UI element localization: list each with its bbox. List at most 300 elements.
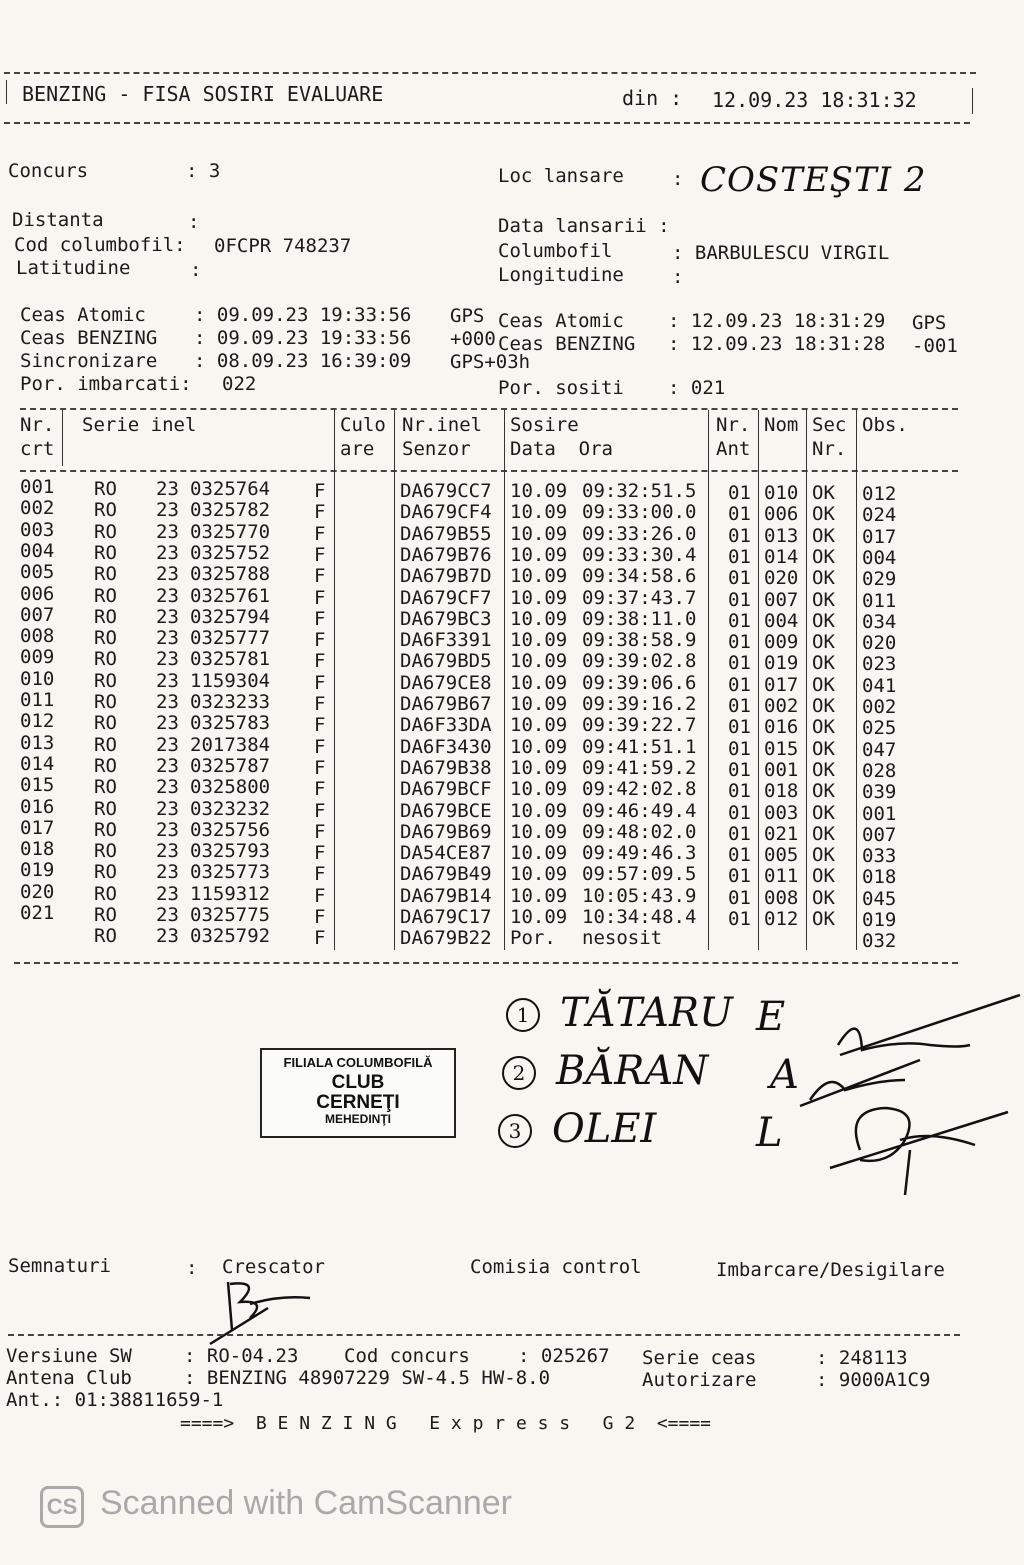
cell-time: 09:39:22.7 (582, 714, 697, 737)
header-culoare: Culo (340, 414, 386, 436)
cell-sex: F (314, 820, 326, 843)
cell-nr-crt: 020 (20, 880, 55, 903)
cell-obs: 039 (862, 781, 897, 804)
cell-ant: 01 (728, 865, 751, 888)
cell-sex: F (314, 543, 326, 566)
cell-sensor: DA679B38 (400, 756, 492, 779)
cell-ring: 0323233 (190, 691, 271, 713)
column-divider (504, 410, 505, 950)
distanta-label: Distanta (12, 209, 104, 231)
clock-left-value: 022 (222, 373, 257, 395)
cell-sensor: DA679BCE (400, 799, 492, 822)
cell-country: RO (94, 520, 117, 543)
cell-nom: 017 (764, 673, 799, 696)
cell-date: 10.09 (510, 884, 568, 907)
cell-ring: 0325764 (190, 478, 271, 500)
cell-country: RO (94, 925, 117, 948)
loc-lansare-sep: : (672, 168, 684, 190)
cell-sensor: DA6F3391 (400, 629, 492, 652)
cell-time: 09:41:59.2 (582, 756, 697, 779)
cell-time: 10:34:48.4 (582, 906, 697, 928)
cell-nr-crt: 004 (20, 539, 55, 562)
cell-obs: 032 (862, 930, 897, 953)
cell-date: 10.09 (510, 586, 568, 609)
cell-nom: 015 (764, 737, 799, 760)
cell-ant: 01 (728, 652, 751, 675)
cell-sensor: DA679C17 (400, 906, 492, 928)
autorizare-value: : 9000A1C9 (816, 1369, 931, 1391)
cell-year: 23 (156, 776, 179, 799)
cell-sensor: DA679B55 (400, 522, 492, 545)
cell-sec: OK (812, 886, 835, 909)
cell-year: 23 (156, 733, 179, 756)
cell-sec: OK (812, 822, 835, 845)
cell-time: 09:46:49.4 (582, 799, 697, 822)
cell-sex: F (314, 586, 326, 609)
cell-sec: OK (812, 801, 835, 824)
cell-year: 23 (156, 797, 179, 820)
cell-ring: 0325794 (190, 605, 271, 628)
cell-obs: 020 (862, 632, 897, 655)
latitudine-sep: : (190, 259, 202, 281)
cell-obs: 029 (862, 568, 897, 591)
cell-nom: 007 (764, 588, 799, 611)
header-date-value: 12.09.23 18:31:32 (712, 88, 917, 112)
autorizare-label: Autorizare (642, 1369, 757, 1391)
cell-sec: OK (812, 844, 835, 867)
cell-ring: 1159312 (190, 882, 271, 905)
cell-sec: OK (812, 567, 835, 590)
cell-sec: OK (812, 673, 835, 696)
ant-line: Ant.: 01:38811659-1 (6, 1389, 224, 1411)
cell-sensor: DA679CF4 (400, 501, 492, 524)
cell-date: 10.09 (510, 480, 568, 502)
cell-sec: OK (812, 631, 835, 654)
cell-sex: F (314, 778, 326, 801)
cell-ring: 0325800 (190, 776, 271, 799)
cell-country: RO (94, 563, 117, 586)
cell-sensor: DA679CE8 (400, 671, 492, 694)
cod-concurs-value: : 025267 (518, 1345, 610, 1367)
cell-time: 09:38:58.9 (582, 629, 697, 652)
clock-right-label: Ceas BENZING (498, 333, 636, 355)
cell-country: RO (94, 627, 117, 650)
cell-ring: 0325770 (190, 520, 271, 543)
handwritten-name: TĂTARU (560, 990, 733, 1036)
cell-country: RO (94, 904, 117, 926)
cell-ring: 0325782 (190, 499, 271, 522)
cell-date: 10.09 (510, 693, 568, 715)
cell-sec: OK (812, 908, 835, 930)
cell-sex: F (314, 863, 326, 886)
cell-date: 10.09 (510, 607, 568, 630)
cell-sex: F (314, 565, 326, 588)
cell-country: RO (94, 797, 117, 820)
cell-sensor: DA679BD5 (400, 650, 492, 673)
cell-nr-crt: 010 (20, 667, 55, 690)
cell-sensor: DA679B49 (400, 863, 492, 886)
cell-sensor: DA679B14 (400, 884, 492, 907)
cell-nom: 002 (764, 695, 799, 717)
cell-ant: 01 (728, 908, 751, 930)
cell-sensor: DA6F3430 (400, 735, 492, 758)
handwritten-number-circle: 3 (498, 1114, 532, 1148)
cell-country: RO (94, 605, 117, 628)
cell-obs: 017 (862, 525, 897, 548)
cell-nr-crt: 021 (20, 902, 55, 924)
header-nr-ant: Nr. (716, 414, 751, 436)
cell-sec: OK (812, 588, 835, 611)
cell-ring: 0325792 (190, 925, 271, 948)
cell-ring: 0325781 (190, 648, 271, 671)
cell-obs: 045 (862, 887, 897, 910)
cell-time: 09:33:30.4 (582, 543, 697, 566)
cell-ant: 01 (728, 758, 751, 781)
cell-sec: OK (812, 758, 835, 781)
clock-right-suffix: -001 (912, 335, 958, 357)
cell-obs: 011 (862, 589, 897, 612)
cell-sensor: DA679B67 (400, 693, 492, 715)
handwritten-initial: L (756, 1110, 783, 1156)
cell-sec: OK (812, 503, 835, 526)
antena-value: : BENZING 48907229 SW-4.5 HW-8.0 (184, 1367, 551, 1389)
column-divider (334, 410, 335, 950)
columbofil-value: : BARBULESCU VIRGIL (672, 242, 890, 264)
cell-country: RO (94, 882, 117, 905)
cell-country: RO (94, 861, 117, 884)
cell-obs: 023 (862, 653, 897, 676)
cell-country: RO (94, 478, 117, 500)
cell-year: 23 (156, 499, 179, 522)
cell-obs: 001 (862, 802, 897, 825)
cell-year: 23 (156, 627, 179, 650)
cell-obs: 047 (862, 738, 897, 761)
cell-ant: 01 (728, 780, 751, 803)
cell-nr-crt: 009 (20, 646, 55, 669)
cell-date: 10.09 (510, 565, 568, 588)
clock-right-value: : 12.09.23 18:31:29 (668, 310, 886, 332)
cell-ring: 0325787 (190, 754, 271, 777)
header-top-rule (4, 72, 976, 74)
cell-nr-crt: 008 (20, 625, 55, 648)
cell-nr-crt: 005 (20, 561, 55, 584)
cell-ring: 1159304 (190, 669, 271, 692)
cell-nom: 019 (764, 652, 799, 675)
clock-left-value: : 09.09.23 19:33:56 (194, 327, 412, 349)
cell-time: 09:38:11.0 (582, 607, 697, 630)
cell-year: 23 (156, 605, 179, 628)
cell-nom: 014 (764, 545, 799, 568)
express-line: ====> B E N Z I N G E x p r e s s G 2 <==== (180, 1413, 712, 1434)
cell-ring: 0325761 (190, 584, 271, 607)
cell-date: 10.09 (510, 714, 568, 737)
cell-ant: 01 (728, 588, 751, 611)
cell-sec: OK (812, 737, 835, 760)
cell-year: 23 (156, 904, 179, 926)
columbofil-label: Columbofil (498, 240, 613, 262)
header-sec: Sec (812, 414, 847, 436)
cell-date: 10.09 (510, 906, 568, 928)
cell-date: 10.09 (510, 671, 568, 694)
clock-left-label: Sincronizare (20, 350, 158, 372)
header-nr-inel: Nr.inel (402, 414, 483, 436)
cell-obs: 024 (862, 504, 897, 527)
cell-time: 09:33:26.0 (582, 522, 697, 545)
stamp-line-4: MEHEDINŢI (325, 1111, 391, 1126)
cell-sensor: DA54CE87 (400, 842, 492, 865)
header-nr-crt: Nr. (20, 414, 55, 436)
handwritten-initial: E (756, 994, 786, 1040)
cell-nom: 011 (764, 865, 799, 888)
stamp-line-2: CLUB (331, 1071, 385, 1093)
cell-nr-crt: 019 (20, 859, 55, 882)
cell-date: 10.09 (510, 863, 568, 886)
clock-right-label: Ceas Atomic (498, 310, 624, 332)
clock-right-value: : 021 (668, 377, 726, 399)
header-sosire-2: Data Ora (510, 438, 613, 460)
cell-date: 10.09 (510, 650, 568, 673)
cell-obs: 019 (862, 909, 897, 931)
cell-sensor: DA679B7D (400, 565, 492, 588)
cell-sex: F (314, 480, 326, 502)
loc-lansare-value: COSTEŞTI 2 (700, 160, 927, 200)
cell-ring: 0325777 (190, 627, 271, 650)
stamp-line-3: CERNEŢI (316, 1091, 400, 1113)
clock-left-label: Ceas BENZING (20, 327, 158, 349)
cell-year: 23 (156, 520, 179, 543)
cell-date: 10.09 (510, 778, 568, 801)
cell-sensor: DA679B69 (400, 820, 492, 843)
cell-country: RO (94, 541, 117, 564)
cell-time: 10:05:43.9 (582, 884, 697, 907)
cell-sensor: DA679B76 (400, 543, 492, 566)
cell-year: 23 (156, 840, 179, 863)
cell-country: RO (94, 754, 117, 777)
cell-sex: F (314, 714, 326, 737)
cell-time: 09:49:46.3 (582, 842, 697, 865)
cell-obs: 025 (862, 717, 897, 740)
semnaturi-label: Semnaturi (8, 1255, 111, 1277)
cell-nr-crt: 012 (20, 710, 55, 733)
cell-time: 09:39:16.2 (582, 693, 697, 715)
cell-sex: F (314, 693, 326, 715)
cell-nom: 010 (764, 482, 799, 504)
cell-date: 10.09 (510, 756, 568, 779)
clock-right-value: : 12.09.23 18:31:28 (668, 333, 886, 355)
cell-ant: 01 (728, 673, 751, 696)
cell-sex: F (314, 842, 326, 865)
cell-year: 23 (156, 691, 179, 713)
cell-country: RO (94, 648, 117, 671)
loc-lansare-label: Loc lansare (498, 165, 624, 187)
handwritten-name: BĂRAN (556, 1048, 709, 1094)
header-serie: Serie inel (82, 414, 197, 436)
cell-date: Por. (510, 927, 556, 950)
header-nr-ant-2: Ant (716, 438, 751, 460)
table-header-rule (20, 470, 958, 472)
header-nr-crt-2: crt (20, 438, 55, 460)
cell-year: 23 (156, 648, 179, 671)
cell-ring: 0325793 (190, 840, 271, 863)
imbarcare-label: Imbarcare/Desigilare (716, 1259, 945, 1281)
cell-nr-crt: 015 (20, 774, 55, 797)
cell-ant: 01 (728, 822, 751, 845)
cell-nr-crt: 011 (20, 689, 55, 711)
column-divider (62, 410, 63, 466)
cell-year: 23 (156, 669, 179, 692)
cell-ring: 0325783 (190, 712, 271, 735)
cell-time: 09:48:02.0 (582, 820, 697, 843)
cell-sensor: DA679B22 (400, 927, 492, 950)
column-divider (856, 410, 857, 950)
header-sec-2: Nr. (812, 438, 847, 460)
header-nom: Nom (764, 414, 799, 436)
cell-date: 10.09 (510, 820, 568, 843)
cell-country: RO (94, 840, 117, 863)
clock-left-suffix: +000 (450, 328, 496, 350)
cell-ant: 01 (728, 609, 751, 632)
column-divider (394, 410, 395, 950)
cell-year: 23 (156, 861, 179, 884)
footer-rule (8, 1334, 960, 1336)
clock-left-suffix: GPS (450, 305, 485, 327)
cell-nom: 016 (764, 716, 799, 739)
cell-nom: 013 (764, 524, 799, 547)
cell-ant: 01 (728, 737, 751, 760)
cell-ant: 01 (728, 844, 751, 867)
longitudine-label: Longitudine (498, 264, 624, 286)
cell-sex: F (314, 884, 326, 907)
versiune-value: : RO-04.23 (184, 1345, 299, 1367)
cell-obs: 028 (862, 759, 897, 782)
table-top-rule (20, 408, 958, 410)
cell-sex: F (314, 671, 326, 694)
cell-sensor: DA679BCF (400, 778, 492, 801)
cell-country: RO (94, 733, 117, 756)
cell-nom: 012 (764, 908, 799, 930)
column-divider (758, 410, 759, 950)
cell-sex: F (314, 522, 326, 545)
cell-nr-crt: 007 (20, 603, 55, 626)
header-left-border (6, 80, 7, 104)
cell-nr-crt: 017 (20, 816, 55, 839)
header-culoare-2: are (340, 438, 375, 460)
cell-sex: F (314, 756, 326, 779)
cell-sex: F (314, 607, 326, 630)
cell-ant: 01 (728, 482, 751, 504)
cell-obs: 012 (862, 483, 897, 505)
cell-sensor: DA6F33DA (400, 714, 492, 737)
cell-year: 23 (156, 882, 179, 905)
cell-ant: 01 (728, 716, 751, 739)
column-divider (708, 410, 709, 950)
cell-sec: OK (812, 695, 835, 717)
cell-sex: F (314, 906, 326, 928)
cell-year: 23 (156, 541, 179, 564)
cell-country: RO (94, 691, 117, 713)
versiune-label: Versiune SW (6, 1345, 132, 1367)
cell-country: RO (94, 776, 117, 799)
cell-nom: 018 (764, 780, 799, 803)
cell-year: 23 (156, 584, 179, 607)
cell-sensor: DA679CC7 (400, 480, 492, 502)
cell-ant: 01 (728, 503, 751, 526)
cell-ant: 01 (728, 886, 751, 909)
serie-ceas-label: Serie ceas (642, 1347, 757, 1369)
cod-concurs-label: Cod concurs (344, 1345, 470, 1367)
distanta-sep: : (188, 211, 200, 233)
latitudine-label: Latitudine (16, 257, 131, 279)
cell-country: RO (94, 669, 117, 692)
cell-ant: 01 (728, 801, 751, 824)
cell-sensor: DA679BC3 (400, 607, 492, 630)
cell-ant: 01 (728, 524, 751, 547)
cell-nr-crt: 013 (20, 731, 55, 754)
table-bottom-rule (14, 962, 958, 964)
cell-country: RO (94, 712, 117, 735)
cell-ant: 01 (728, 631, 751, 654)
semnaturi-sep: : (186, 1257, 198, 1279)
clock-left-label: Ceas Atomic (20, 304, 146, 326)
cell-ant: 01 (728, 545, 751, 568)
clock-left-value: : 08.09.23 16:39:09 (194, 350, 412, 372)
data-lansarii-label: Data lansarii : (498, 215, 670, 237)
crescator-label: Crescator (222, 1256, 325, 1278)
cell-nr-crt: 014 (20, 752, 55, 775)
cell-time: 09:39:06.6 (582, 671, 697, 694)
cell-date: 10.09 (510, 629, 568, 652)
column-divider (806, 410, 807, 950)
cell-sex: F (314, 501, 326, 524)
cell-time: 09:41:51.1 (582, 735, 697, 758)
header-sosire: Sosire (510, 414, 579, 436)
cell-sec: OK (812, 780, 835, 803)
cell-ring: 0323232 (190, 797, 271, 820)
cell-nom: 021 (764, 822, 799, 845)
cell-sex: F (314, 650, 326, 673)
cell-obs: 033 (862, 845, 897, 868)
cell-sex: F (314, 799, 326, 822)
cell-year: 23 (156, 754, 179, 777)
cell-nr-crt: 001 (20, 476, 55, 498)
cell-nom: 005 (764, 844, 799, 867)
cell-country: RO (94, 818, 117, 841)
cell-ring: 0325775 (190, 904, 271, 926)
serie-ceas-value: : 248113 (816, 1347, 908, 1369)
cell-sec: OK (812, 652, 835, 675)
cell-date: 10.09 (510, 735, 568, 758)
cell-ring: 0325756 (190, 818, 271, 841)
signature-2 (800, 1060, 920, 1106)
cell-sensor: DA679CF7 (400, 586, 492, 609)
cell-date: 10.09 (510, 799, 568, 822)
header-nr-inel-2: Senzor (402, 438, 471, 460)
cell-sec: OK (812, 716, 835, 739)
cod-columbofil-label: Cod columbofil: (14, 234, 186, 256)
cell-sex: F (314, 927, 326, 950)
cell-year: 23 (156, 563, 179, 586)
clock-left-value: : 09.09.23 19:33:56 (194, 304, 412, 326)
cell-year: 23 (156, 712, 179, 735)
signature-1 (838, 995, 1020, 1055)
cell-date: 10.09 (510, 522, 568, 545)
cell-obs: 041 (862, 674, 897, 697)
cell-date: 10.09 (510, 842, 568, 865)
cell-year: 23 (156, 478, 179, 500)
cell-obs: 018 (862, 866, 897, 889)
cell-sec: OK (812, 482, 835, 504)
cell-ring: 2017384 (190, 733, 271, 756)
